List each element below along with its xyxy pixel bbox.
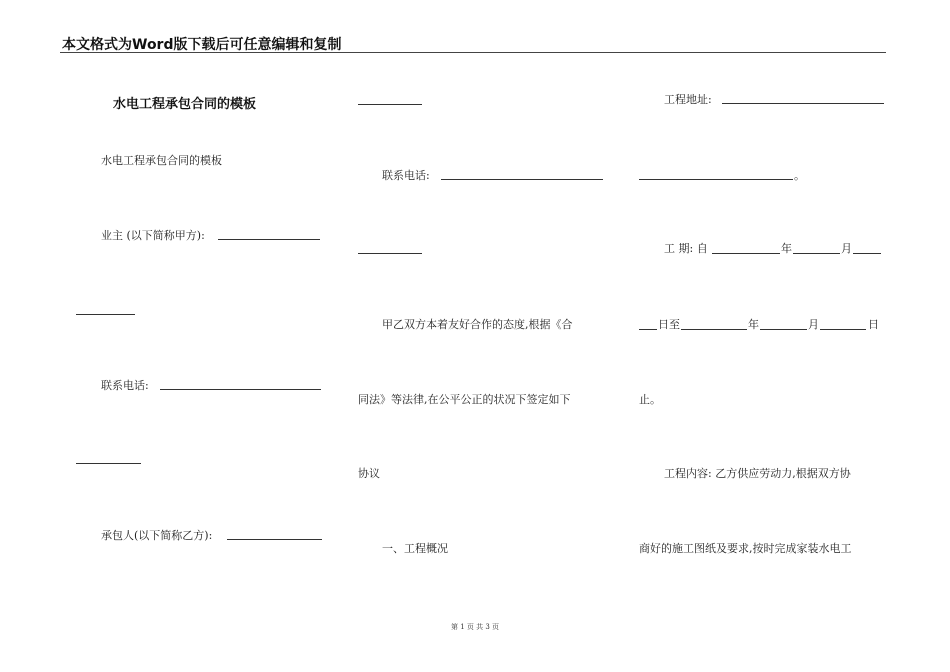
year-blank-2 — [681, 329, 747, 330]
page-footer: 第 1 页 共 3 页 — [450, 623, 500, 631]
owner-blank-cont — [76, 314, 135, 315]
address-blank — [722, 103, 884, 104]
month-blank-1 — [793, 253, 840, 254]
subtitle: 水电工程承包合同的模板 — [101, 154, 222, 167]
day-end-label: 日 — [868, 318, 879, 331]
owner-blank — [218, 239, 320, 240]
section-heading-1: 一、工程概况 — [382, 542, 448, 555]
contractor-blank-cont — [358, 104, 422, 105]
phone-blank-2 — [441, 179, 603, 180]
document-title: 水电工程承包合同的模板 — [113, 97, 257, 112]
phone-blank-2-cont — [358, 253, 422, 254]
phone-blank-1 — [160, 389, 321, 390]
paragraph-line-3: 协议 — [358, 467, 380, 480]
day-blank-1-cont — [639, 329, 657, 330]
year-blank-1 — [712, 253, 780, 254]
contractor-label: 承包人(以下简称乙方): — [101, 529, 213, 542]
year-label-1: 年 — [781, 242, 792, 255]
header-rule — [60, 52, 886, 53]
paragraph-line-1: 甲乙双方本着友好合作的态度,根据《合 — [382, 318, 573, 331]
owner-label: 业主 (以下简称甲方): — [101, 229, 205, 242]
contractor-blank — [227, 539, 322, 540]
phone-label-2: 联系电话: — [382, 169, 430, 182]
phone-blank-1-cont — [76, 463, 141, 464]
month-blank-2 — [760, 329, 807, 330]
period-stop: 止。 — [639, 393, 661, 406]
day-to-label: 日至 — [658, 318, 680, 331]
day-blank-2 — [820, 329, 866, 330]
header-banner: 本文格式为Word版下载后可任意编辑和复制 — [62, 37, 342, 53]
address-label: 工程地址: — [664, 93, 712, 106]
paragraph-line-2: 同法》等法律,在公平公正的状况下签定如下 — [358, 393, 571, 406]
month-label-1: 月 — [841, 242, 852, 255]
phone-label-1: 联系电话: — [101, 379, 149, 392]
address-blank-cont — [639, 179, 793, 180]
content-line-1: 工程内容: 乙方供应劳动力,根据双方协 — [664, 467, 851, 480]
day-blank-1 — [853, 253, 881, 254]
address-end-mark: 。 — [794, 169, 805, 182]
content-line-2: 商好的施工图纸及要求,按时完成家装水电工 — [639, 542, 852, 555]
period-label: 工 期: 自 — [664, 242, 708, 255]
year-label-2: 年 — [748, 318, 759, 331]
month-label-2: 月 — [808, 318, 819, 331]
